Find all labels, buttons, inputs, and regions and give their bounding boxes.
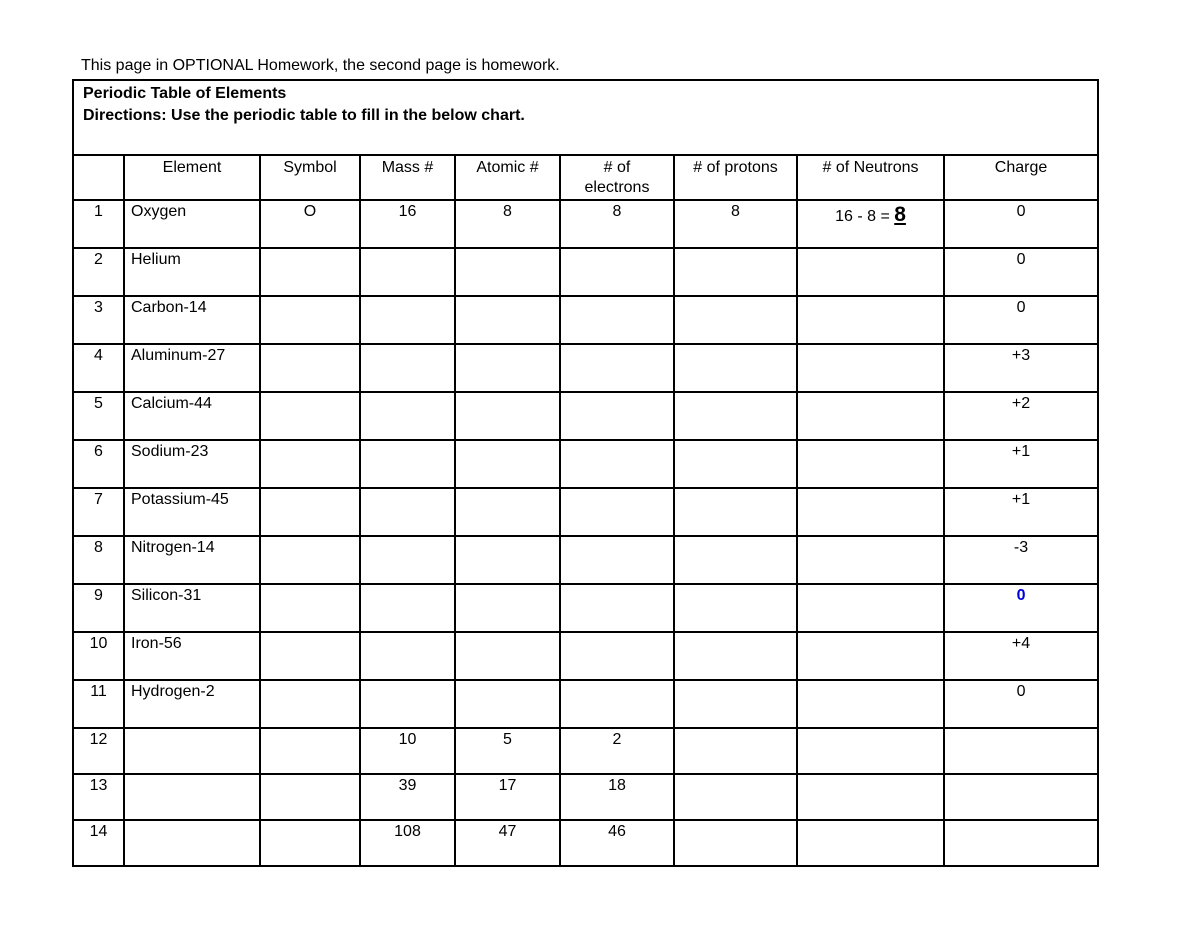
element-cell: Carbon-14 (124, 296, 260, 344)
header-cell: Charge (944, 155, 1098, 200)
table-row (73, 248, 1098, 296)
protons-cell (674, 248, 797, 296)
table-row (73, 584, 1098, 632)
protons-cell (674, 536, 797, 584)
charge-cell: 0 (944, 296, 1098, 344)
protons-cell (674, 440, 797, 488)
charge-cell: +2 (944, 392, 1098, 440)
element-cell: Calcium-44 (124, 392, 260, 440)
atomic-cell (455, 680, 560, 728)
symbol-cell (260, 440, 360, 488)
row-number-cell: 13 (73, 774, 124, 820)
charge-cell: +1 (944, 488, 1098, 536)
mass-cell (360, 536, 455, 584)
symbol-cell (260, 296, 360, 344)
row-number-cell: 14 (73, 820, 124, 866)
electrons-cell (560, 440, 674, 488)
symbol-cell (260, 392, 360, 440)
electrons-cell (560, 680, 674, 728)
neutrons-cell (797, 584, 944, 632)
charge-cell: 0 (944, 200, 1098, 248)
element-cell: Iron-56 (124, 632, 260, 680)
charge-cell: 0 (944, 248, 1098, 296)
atomic-cell (455, 440, 560, 488)
chart-title: Periodic Table of Elements (83, 85, 287, 102)
row-number-cell: 2 (73, 248, 124, 296)
row-number-cell: 7 (73, 488, 124, 536)
neutrons-expression: 16 - 8 = (835, 208, 895, 225)
header-cell: # of electrons (560, 155, 674, 200)
row-number-cell: 9 (73, 584, 124, 632)
electrons-cell (560, 392, 674, 440)
protons-cell (674, 488, 797, 536)
symbol-cell (260, 488, 360, 536)
symbol-cell (260, 774, 360, 820)
electrons-cell (560, 536, 674, 584)
neutrons-cell (797, 248, 944, 296)
mass-cell (360, 584, 455, 632)
table-row (73, 296, 1098, 344)
protons-cell: 8 (674, 200, 797, 248)
protons-cell (674, 296, 797, 344)
protons-cell (674, 820, 797, 866)
atomic-cell (455, 632, 560, 680)
row-number-cell: 8 (73, 536, 124, 584)
table-row (73, 344, 1098, 392)
protons-cell (674, 344, 797, 392)
mass-cell: 108 (360, 820, 455, 866)
symbol-cell (260, 584, 360, 632)
element-cell: Potassium-45 (124, 488, 260, 536)
atomic-cell (455, 392, 560, 440)
row-number-cell: 12 (73, 728, 124, 774)
electrons-cell (560, 488, 674, 536)
table-row (73, 440, 1098, 488)
title-cell (73, 80, 1098, 155)
element-chart (72, 79, 1099, 867)
mass-cell (360, 488, 455, 536)
electrons-cell (560, 248, 674, 296)
table-row (73, 200, 1098, 248)
row-number-cell: 10 (73, 632, 124, 680)
header-cell: Mass # (360, 155, 455, 200)
header-row (73, 155, 1098, 200)
neutrons-cell (797, 488, 944, 536)
mass-cell (360, 296, 455, 344)
protons-cell (674, 680, 797, 728)
protons-cell (674, 774, 797, 820)
symbol-cell (260, 344, 360, 392)
electrons-cell (560, 632, 674, 680)
electrons-cell: 2 (560, 728, 674, 774)
table-row (73, 632, 1098, 680)
element-cell (124, 728, 260, 774)
symbol-cell (260, 248, 360, 296)
header-cell (73, 155, 124, 200)
chart-directions: Directions: Use the periodic table to fill in the below chart. (83, 107, 525, 124)
atomic-cell (455, 248, 560, 296)
mass-cell (360, 632, 455, 680)
electrons-cell (560, 344, 674, 392)
neutrons-cell (797, 440, 944, 488)
table-row (73, 680, 1098, 728)
atomic-cell (455, 296, 560, 344)
atomic-cell: 47 (455, 820, 560, 866)
table-row (73, 488, 1098, 536)
symbol-cell (260, 632, 360, 680)
protons-cell (674, 632, 797, 680)
header-cell: # of Neutrons (797, 155, 944, 200)
atomic-cell: 17 (455, 774, 560, 820)
neutrons-cell (797, 774, 944, 820)
neutrons-cell (797, 536, 944, 584)
row-number-cell: 4 (73, 344, 124, 392)
atomic-cell (455, 488, 560, 536)
table-row (73, 774, 1098, 820)
row-number-cell: 1 (73, 200, 124, 248)
mass-cell: 39 (360, 774, 455, 820)
mass-cell (360, 392, 455, 440)
neutrons-cell (797, 344, 944, 392)
neutrons-cell (797, 200, 944, 248)
charge-cell: -3 (944, 536, 1098, 584)
row-number-cell: 5 (73, 392, 124, 440)
symbol-cell (260, 536, 360, 584)
element-cell (124, 774, 260, 820)
neutrons-cell (797, 392, 944, 440)
neutrons-cell (797, 728, 944, 774)
table-row (73, 536, 1098, 584)
element-cell (124, 820, 260, 866)
symbol-cell (260, 820, 360, 866)
neutrons-result: 8 (894, 203, 906, 226)
mass-cell (360, 344, 455, 392)
electrons-cell (560, 584, 674, 632)
row-number-cell: 3 (73, 296, 124, 344)
protons-cell (674, 584, 797, 632)
element-cell: Aluminum-27 (124, 344, 260, 392)
charge-cell (944, 774, 1098, 820)
atomic-cell (455, 536, 560, 584)
element-cell: Helium (124, 248, 260, 296)
mass-cell: 10 (360, 728, 455, 774)
charge-cell (944, 820, 1098, 866)
header-cell: # of protons (674, 155, 797, 200)
protons-cell (674, 392, 797, 440)
protons-cell (674, 728, 797, 774)
atomic-cell: 5 (455, 728, 560, 774)
element-cell: Silicon-31 (124, 584, 260, 632)
charge-cell: 0 (944, 680, 1098, 728)
charge-cell: +3 (944, 344, 1098, 392)
symbol-cell (260, 680, 360, 728)
mass-cell (360, 680, 455, 728)
symbol-cell: O (260, 200, 360, 248)
page-note: This page in OPTIONAL Homework, the second page is homework. (81, 57, 560, 74)
atomic-cell (455, 344, 560, 392)
neutrons-cell (797, 296, 944, 344)
atomic-cell: 8 (455, 200, 560, 248)
electrons-cell: 46 (560, 820, 674, 866)
charge-cell (944, 728, 1098, 774)
table-row (73, 392, 1098, 440)
element-cell: Sodium-23 (124, 440, 260, 488)
symbol-cell (260, 728, 360, 774)
atomic-cell (455, 584, 560, 632)
electrons-cell: 18 (560, 774, 674, 820)
mass-cell (360, 248, 455, 296)
header-cell: Atomic # (455, 155, 560, 200)
mass-cell: 16 (360, 200, 455, 248)
neutrons-cell (797, 680, 944, 728)
header-cell: Symbol (260, 155, 360, 200)
neutrons-cell (797, 820, 944, 866)
row-number-cell: 11 (73, 680, 124, 728)
charge-cell: +1 (944, 440, 1098, 488)
element-cell: Nitrogen-14 (124, 536, 260, 584)
charge-cell: 0 (944, 584, 1098, 632)
mass-cell (360, 440, 455, 488)
row-number-cell: 6 (73, 440, 124, 488)
charge-cell: +4 (944, 632, 1098, 680)
element-cell: Hydrogen-2 (124, 680, 260, 728)
table-row (73, 728, 1098, 774)
header-cell: Element (124, 155, 260, 200)
table-row (73, 820, 1098, 866)
neutrons-cell (797, 632, 944, 680)
electrons-cell: 8 (560, 200, 674, 248)
electrons-cell (560, 296, 674, 344)
element-cell: Oxygen (124, 200, 260, 248)
